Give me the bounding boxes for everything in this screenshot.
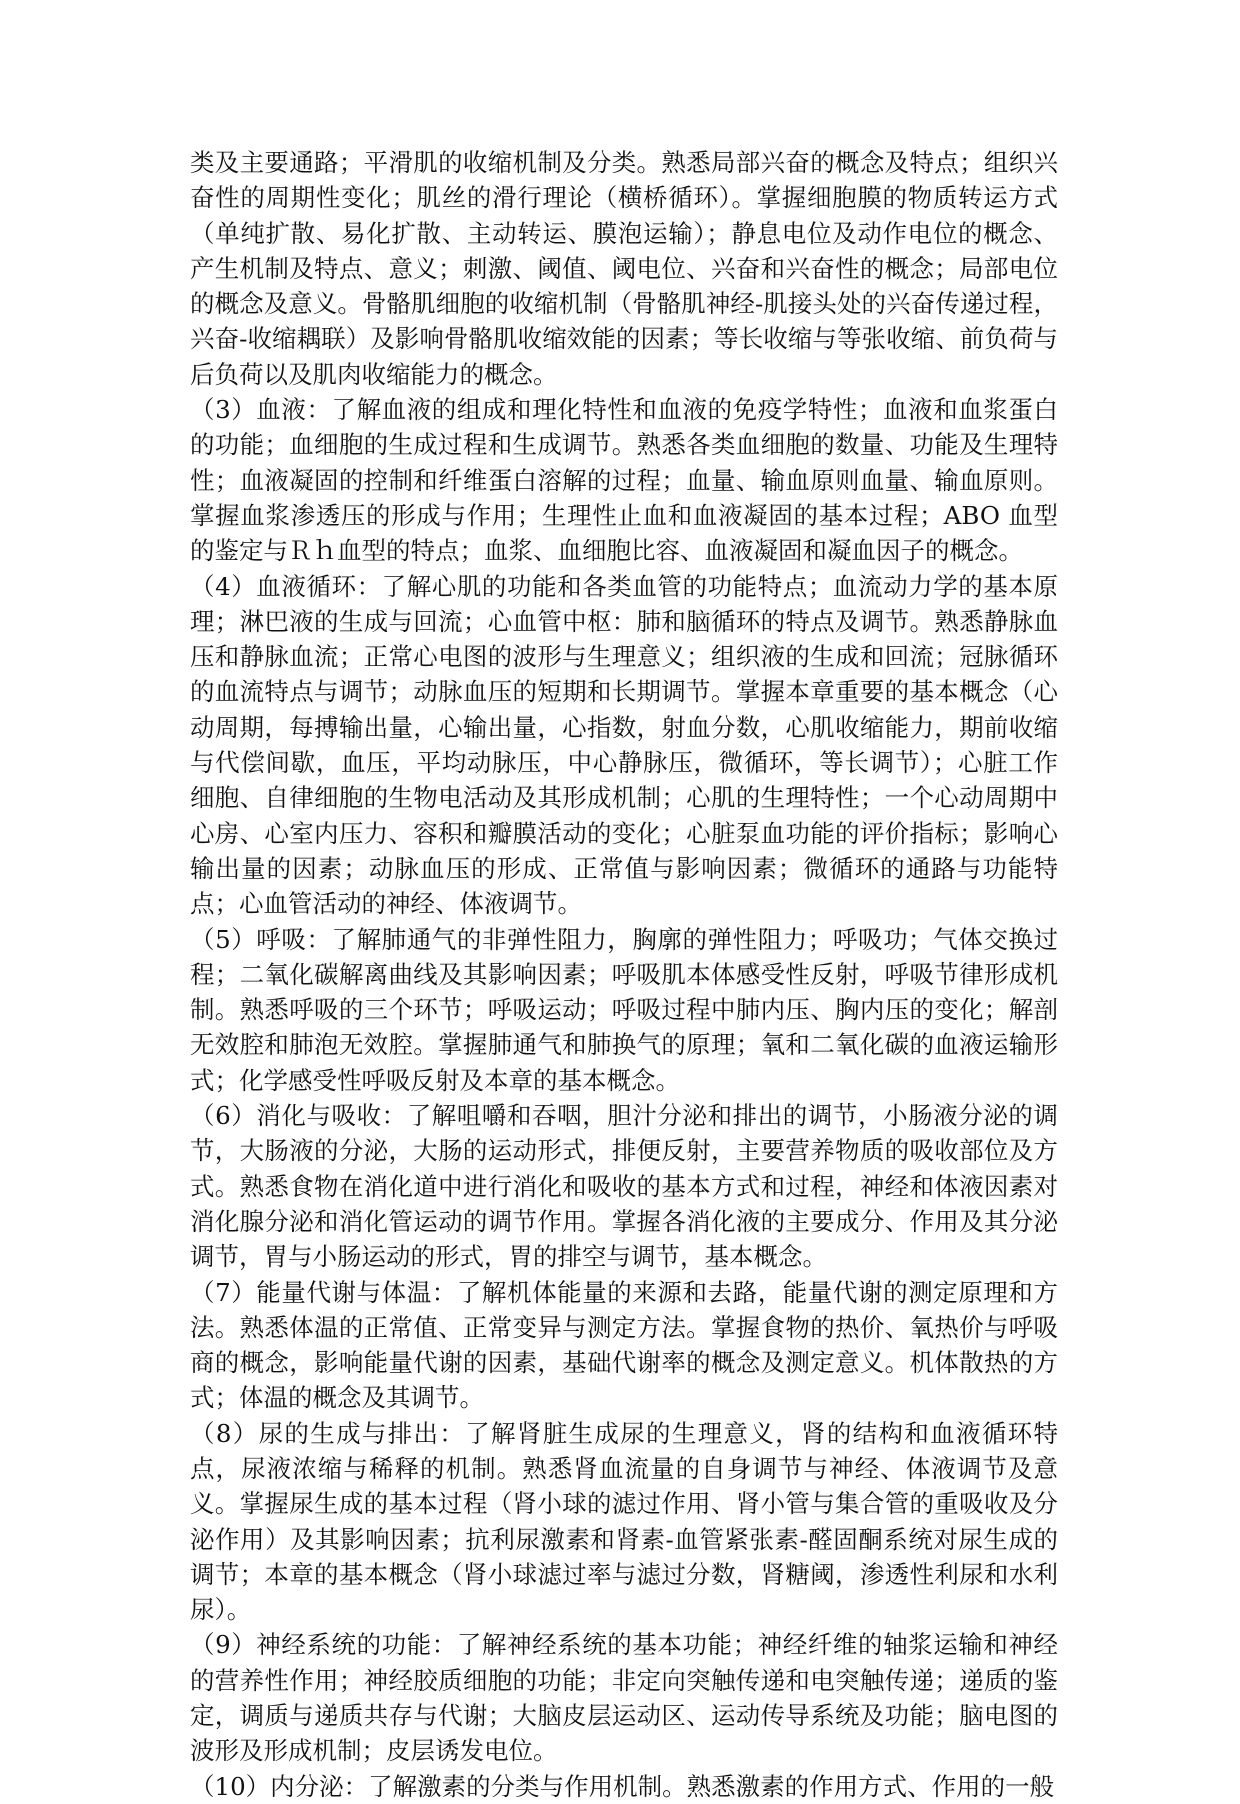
paragraph-endocrine: （10）内分泌：了解激素的分类与作用机制。熟悉激素的作用方式、作用的一般 xyxy=(190,1771,1055,1801)
paragraph-digestion: （6）消化与吸收：了解咀嚼和吞咽，胆汁分泌和排出的调节，小肠液分泌的调节，大肠液的分泌，大肠的运动形式，排便反射，主要营养物质的吸收部位及方式。熟悉食物在消化道中进行消化和吸收的基本方式和过程，神经和体液因素对消化腺分泌和消化管运动的调节作用。掌握各消化液的主要成分、作用及其分泌调节，胃与小肠运动的形式，胃的排空与调节，基本概念。 xyxy=(190,1101,1058,1272)
paragraph-urine: （8）尿的生成与排出：了解肾脏生成尿的生理意义，肾的结构和血液循环特点，尿液浓缩与稀释的机制。熟悉肾血流量的自身调节与神经、体液调节及意义。掌握尿生成的基本过程（肾小球的滤过作用、肾小管与集合管的重吸收及分泌作用）及其影响因素；抗利尿激素和肾素-血管紧张素-醛固酮系统对尿生成的调节；本章的基本概念（肾小球滤过率与滤过分数，肾糖阈，渗透性利尿和水利尿）。 xyxy=(190,1418,1058,1625)
paragraph-energy-metabolism: （7）能量代谢与体温：了解机体能量的来源和去路，能量代谢的测定原理和方法。熟悉体温的正常值、正常变异与测定方法。掌握食物的热价、氧热价与呼吸商的概念，影响能量代谢的因素，基础代谢率的概念及测定意义。机体散热的方式；体温的概念及其调节。 xyxy=(190,1277,1058,1413)
paragraph-blood: （3）血液：了解血液的组成和理化特性和血液的免疫学特性；血液和血浆蛋白的功能；血细胞的生成过程和生成调节。熟悉各类血细胞的数量、功能及生理特性；血液凝固的控制和纤维蛋白溶解的过程；血量、输血原则血量、输血原则。掌握血浆渗透压的形成与作用；生理性止血和血液凝固的基本过程；ABO 血型的鉴定与Ｒｈ血型的特点；血浆、血细胞比容、血液凝固和凝血因子的概念。 xyxy=(190,395,1058,566)
paragraph-nervous-system: （9）神经系统的功能：了解神经系统的基本功能；神经纤维的轴浆运输和神经的营养性作用；神经胶质细胞的功能；非定向突触传递和电突触传递；递质的鉴定，调质与递质共存与代谢；大脑皮层运动区、运动传导系统及功能；脑电图的波形及形成机制；皮层诱发电位。 xyxy=(190,1630,1058,1766)
paragraph-respiration: （5）呼吸：了解肺通气的非弹性阻力，胸廓的弹性阻力；呼吸功；气体交换过程；二氧化碳解离曲线及其影响因素；呼吸肌本体感受性反射，呼吸节律形成机制。熟悉呼吸的三个环节；呼吸运动；呼吸过程中肺内压、胸内压的变化；解剖无效腔和肺泡无效腔。掌握肺通气和肺换气的原理；氧和二氧化碳的血液运输形式；化学感受性呼吸反射及本章的基本概念。 xyxy=(190,924,1058,1095)
paragraph-circulation: （4）血液循环：了解心肌的功能和各类血管的功能特点；血流动力学的基本原理；淋巴液的生成与回流；心血管中枢：肺和脑循环的特点及调节。熟悉静脉血压和静脉血流；正常心电图的波形与生理意义；组织液的生成和回流；冠脉循环的血流特点与调节；动脉血压的短期和长期调节。掌握本章重要的基本概念（心动周期，每搏输出量，心输出量，心指数，射血分数，心肌收缩能力，期前收缩与代偿间歇，血压，平均动脉压，中心静脉压，微循环，等长调节）；心脏工作细胞、自律细胞的生物电活动及其形成机制；心肌的生理特性；一个心动周期中心房、心室内压力、容积和瓣膜活动的变化；心脏泵血功能的评价指标；影响心输出量的因素；动脉血压的形成、正常值与影响因素；微循环的通路与功能特点；心血管活动的神经、体液调节。 xyxy=(190,571,1058,919)
paragraph-continuation: 类及主要通路；平滑肌的收缩机制及分类。熟悉局部兴奋的概念及特点；组织兴奋性的周期性变化；肌丝的滑行理论（横桥循环）。掌握细胞膜的物质转运方式（单纯扩散、易化扩散、主动转运、膜泡运输）；静息电位及动作电位的概念、产生机制及特点、意义；刺激、阈值、阈电位、兴奋和兴奋性的概念；局部电位的概念及意义。骨骼肌细胞的收缩机制（骨骼肌神经-肌接头处的兴奋传递过程，兴奋-收缩耦联）及影响骨骼肌收缩效能的因素；等长收缩与等张收缩、前负荷与后负荷以及肌肉收缩能力的概念。 xyxy=(190,148,1058,389)
document-page xyxy=(190,145,1058,1804)
